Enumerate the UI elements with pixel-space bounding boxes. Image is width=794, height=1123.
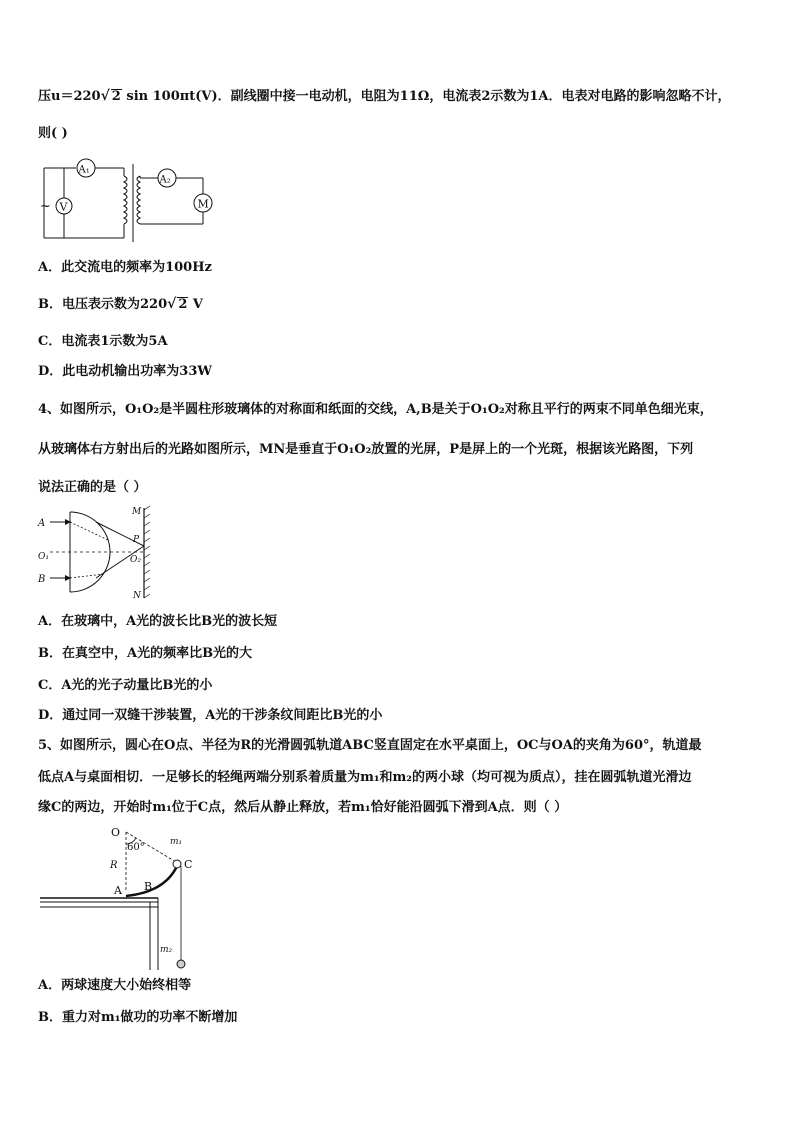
q3-option-c: C．电流表1示数为5A <box>38 334 168 349</box>
label-a: A <box>38 518 46 529</box>
ammeter-a2 <box>158 169 176 187</box>
q3-circuit-figure <box>36 154 226 244</box>
motor-m <box>194 194 212 212</box>
q4-option-d: D．通过同一双缝干涉装置，A光的干涉条纹间距比B光的小 <box>38 708 383 723</box>
q4-stem-line2: 从玻璃体右方射出后的光路如图所示，MN是垂直于O₁O₂放置的光屏，P是屏上的一个光斑，根据该光路图，下列 <box>38 442 694 457</box>
ac-source-symbol: ~ <box>40 199 51 214</box>
label-n: N <box>133 591 141 601</box>
q4-option-c: C．A光的光子动量比B光的小 <box>38 678 213 693</box>
svg-text:V: V <box>59 200 68 214</box>
q4-stem-line3: 说法正确的是（ ） <box>38 480 147 495</box>
label-b: B <box>38 574 46 585</box>
ammeter-a1 <box>77 159 95 177</box>
label-o2: O₂ <box>130 555 141 565</box>
label-m: M <box>132 507 142 517</box>
sqrt-symbol: √ <box>100 88 110 104</box>
label-60deg: 60° <box>127 842 145 853</box>
q5-option-a: A．两球速度大小始终相等 <box>38 978 192 993</box>
q5-option-b: B．重力对m₁做功的功率不断增加 <box>38 1010 238 1025</box>
label-p: P <box>133 535 140 545</box>
label-m1: m₁ <box>170 837 183 847</box>
q5-stem-line1: 5、如图所示，圆心在O点、半径为R的光滑圆弧轨道ABC竖直固定在水平桌面上，OC与OA的夹角为60°，轨道最 <box>38 738 702 753</box>
label-o1: O₁ <box>38 552 49 562</box>
svg-text:A₁: A₁ <box>78 164 90 176</box>
q4-optics-figure <box>36 502 158 604</box>
q4-option-a: A．在玻璃中，A光的波长比B光的波长短 <box>38 614 278 629</box>
label-m2: m₂ <box>160 945 173 955</box>
label-o: O <box>111 826 121 839</box>
label-a: A <box>114 884 122 897</box>
svg-text:M: M <box>197 197 209 211</box>
svg-text:A₂: A₂ <box>159 174 171 186</box>
q5-stem-line3: 缘C的两边，开始时m₁位于C点，然后从静止释放，若m₁恰好能沿圆弧下滑到A点．则（ ） <box>38 800 568 815</box>
voltmeter-v <box>56 198 72 214</box>
q5-track-figure <box>36 822 206 972</box>
q3-stem-line1 <box>38 86 731 107</box>
q3-option-b: B．电压表示数为220√ 2 V <box>38 296 203 312</box>
label-r: R <box>110 860 118 871</box>
q3-option-d: D．此电动机输出功率为33W <box>38 364 212 379</box>
q5-stem-line2: 低点A与桌面相切．一足够长的轻绳两端分别系着质量为m₁和m₂的两小球（均可视为质点），挂在圆弧轨道光滑边 <box>38 770 692 785</box>
q3-stem-part1: 压u＝220 <box>38 89 101 104</box>
q3-option-a: A．此交流电的频率为100Hz <box>38 260 212 275</box>
q3-stem-line2: 则( ) <box>38 126 68 141</box>
sqrt-value: 2 <box>111 89 121 104</box>
q3-stem-part2: sin 100πt(V)．副线圈中接一电动机，电阻为11Ω，电流表2示数为1A．电表对电路的影响忽略不计， <box>126 89 731 104</box>
label-c: C <box>184 858 193 871</box>
label-b: B <box>144 880 153 893</box>
q4-option-b: B．在真空中，A光的频率比B光的大 <box>38 646 253 661</box>
sqrt-symbol: √ <box>167 296 177 312</box>
q4-stem-line1: 4、如图所示，O₁O₂是半圆柱形玻璃体的对称面和纸面的交线，A,B是关于O₁O₂对称且平行的两束不同单色细光束， <box>38 402 713 417</box>
sqrt-value: 2 <box>178 297 188 312</box>
